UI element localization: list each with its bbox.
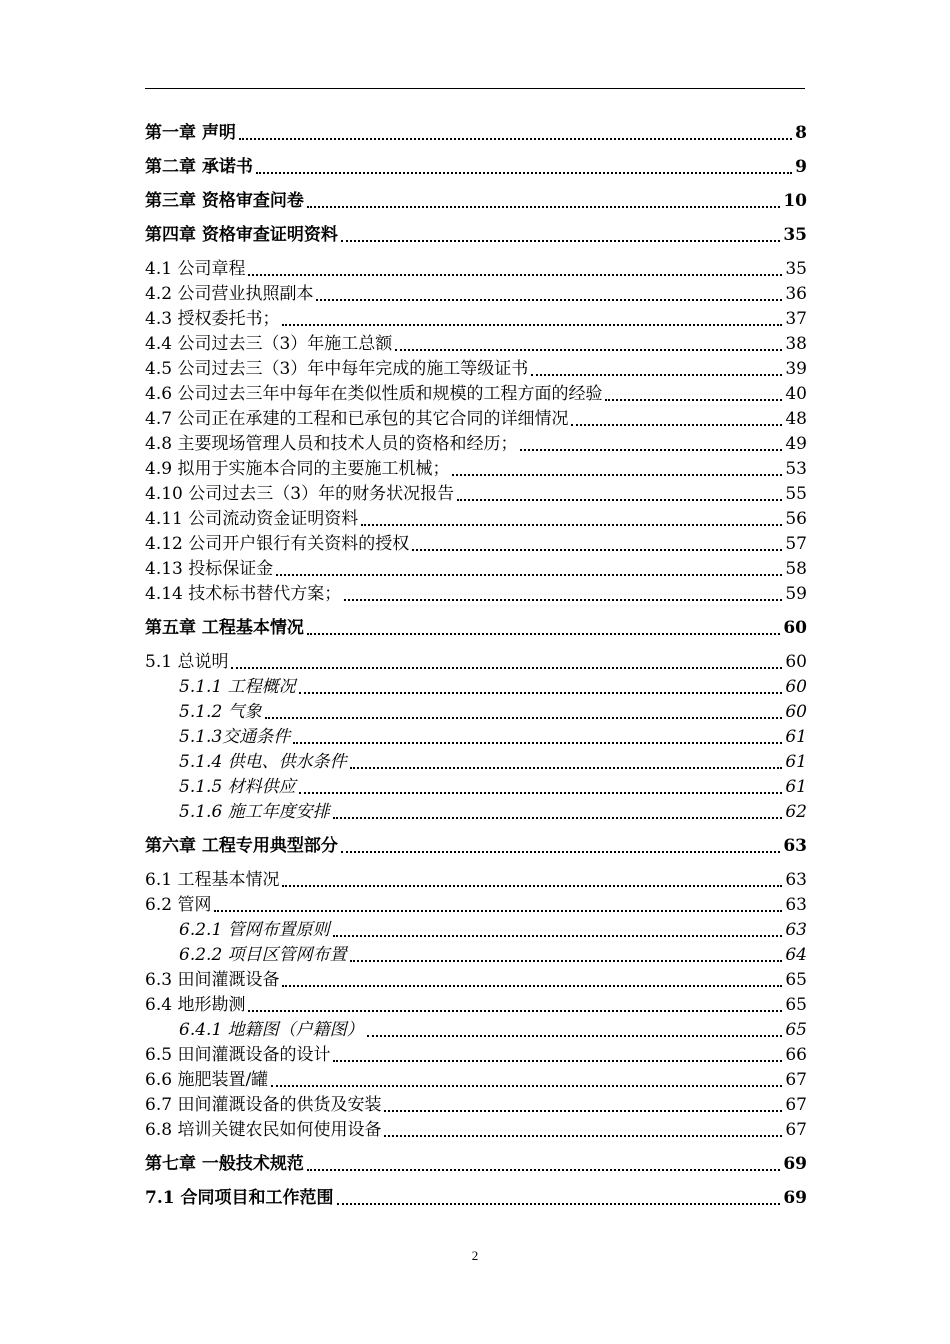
toc-entry-page: 37: [785, 309, 807, 329]
toc-entry-page: 9: [795, 157, 807, 177]
toc-entry-page: 65: [785, 970, 807, 990]
dot-leader: [361, 524, 782, 526]
toc-entry-page: 61: [785, 727, 807, 747]
dot-leader: [605, 399, 782, 401]
toc-entry-page: 8: [795, 123, 807, 143]
dot-leader: [265, 717, 783, 719]
dot-leader: [350, 767, 783, 769]
toc-entry-page: 66: [785, 1045, 807, 1065]
toc-entry-page: 69: [783, 1188, 807, 1208]
toc-entry-page: 63: [783, 836, 807, 856]
dot-leader: [452, 474, 782, 476]
dot-leader: [248, 274, 782, 276]
toc-section-entry[interactable]: [145, 968, 807, 993]
toc-entry-title: 4.5 公司过去三（3）年中每年完成的施工等级证书: [145, 359, 529, 379]
dot-leader: [282, 324, 782, 326]
dot-leader: [341, 851, 780, 853]
toc-entry-page: 61: [785, 752, 807, 772]
toc-entry-title: 4.14 技术标书替代方案；: [145, 584, 342, 604]
toc-section-entry[interactable]: [145, 457, 807, 482]
toc-subsection-entry[interactable]: [145, 800, 807, 825]
toc-entry-title: 第一章 声明: [145, 123, 236, 143]
toc-section-entry[interactable]: [145, 382, 807, 407]
toc-entry-page: 60: [785, 652, 807, 672]
toc-section-entry[interactable]: [145, 893, 807, 918]
toc-section-entry[interactable]: [145, 1093, 807, 1118]
dot-leader: [299, 692, 783, 694]
toc-section-entry[interactable]: [145, 532, 807, 557]
toc-section-entry[interactable]: [145, 307, 807, 332]
dot-leader: [276, 574, 782, 576]
dot-leader: [457, 499, 782, 501]
toc-subsection-entry[interactable]: [145, 943, 807, 968]
dot-leader: [333, 817, 783, 819]
toc-chapter-entry[interactable]: [145, 1152, 807, 1177]
dot-leader: [384, 1110, 782, 1112]
toc-subsection-entry[interactable]: [145, 725, 807, 750]
toc-entry-title: 6.5 田间灌溉设备的设计: [145, 1045, 331, 1065]
dot-leader: [337, 1203, 781, 1205]
toc-section-entry[interactable]: [145, 557, 807, 582]
toc-entry-title: 5.1.1 工程概况: [179, 677, 296, 697]
toc-entry-title: 4.1 公司章程: [145, 259, 246, 279]
toc-entry-page: 56: [785, 509, 807, 529]
dot-leader: [248, 1010, 782, 1012]
header-rule: [145, 88, 805, 89]
toc-chapter-entry[interactable]: [145, 121, 807, 146]
toc-entry-title: 5.1.4 供电、供水条件: [179, 752, 347, 772]
toc-entry-title: 第七章 一般技术规范: [145, 1154, 304, 1174]
toc-section-entry[interactable]: [145, 582, 807, 607]
toc-section-entry[interactable]: [145, 1118, 807, 1143]
dot-leader: [307, 1169, 780, 1171]
toc-entry-page: 40: [785, 384, 807, 404]
toc-entry-title: 4.13 投标保证金: [145, 559, 274, 579]
page-number: 2: [471, 1248, 479, 1263]
toc-entry-page: 48: [785, 409, 807, 429]
toc-chapter-entry[interactable]: [145, 834, 807, 859]
toc-entry-page: 35: [783, 225, 807, 245]
toc-entry-page: 60: [783, 618, 807, 638]
toc-entry-page: 35: [785, 259, 807, 279]
toc-entry-page: 58: [785, 559, 807, 579]
table-of-contents: [145, 121, 807, 1211]
toc-section-entry[interactable]: [145, 257, 807, 282]
toc-entry-title: 第五章 工程基本情况: [145, 618, 304, 638]
toc-subsection-entry[interactable]: [145, 918, 807, 943]
dot-leader: [571, 424, 782, 426]
toc-entry-page: 36: [785, 284, 807, 304]
toc-entry-title: 6.8 培训关键农民如何使用设备: [145, 1120, 382, 1140]
dot-leader: [307, 206, 780, 208]
toc-entry-title: 4.6 公司过去三年中每年在类似性质和规模的工程方面的经验: [145, 384, 603, 404]
dot-leader: [299, 792, 783, 794]
toc-chapter-entry[interactable]: [145, 189, 807, 214]
toc-subsection-entry[interactable]: [145, 700, 807, 725]
toc-subsection-entry[interactable]: [145, 775, 807, 800]
toc-entry-title: 5.1.2 气象: [179, 702, 262, 722]
toc-entry-title: 4.7 公司正在承建的工程和已承包的其它合同的详细情况: [145, 409, 569, 429]
toc-entry-title: 6.1 工程基本情况: [145, 870, 280, 890]
toc-entry-page: 60: [785, 677, 807, 697]
toc-entry-title: 4.3 授权委托书；: [145, 309, 280, 329]
toc-chapter-entry[interactable]: [145, 223, 807, 248]
toc-entry-page: 64: [785, 945, 807, 965]
dot-leader: [239, 138, 792, 140]
toc-entry-page: 10: [783, 191, 807, 211]
toc-entry-title: 4.12 公司开户银行有关资料的授权: [145, 534, 410, 554]
toc-section-entry[interactable]: [145, 868, 807, 893]
toc-subsection-entry[interactable]: [145, 1018, 807, 1043]
toc-entry-page: 67: [785, 1070, 807, 1090]
dot-leader: [520, 449, 782, 451]
toc-entry-title: 6.2.1 管网布置原则: [179, 920, 330, 940]
toc-entry-title: 第四章 资格审查证明资料: [145, 225, 338, 245]
toc-subsection-entry[interactable]: [145, 675, 807, 700]
toc-entry-page: 60: [785, 702, 807, 722]
toc-entry-page: 38: [785, 334, 807, 354]
toc-entry-title: 5.1.3交通条件: [179, 727, 291, 747]
toc-chapter-entry[interactable]: [145, 155, 807, 180]
toc-entry-page: 59: [785, 584, 807, 604]
dot-leader: [350, 960, 783, 962]
toc-entry-page: 61: [785, 777, 807, 797]
toc-entry-title: 6.4 地形勘测: [145, 995, 246, 1015]
toc-entry-title: 6.2.2 项目区管网布置: [179, 945, 347, 965]
dot-leader: [341, 240, 780, 242]
toc-subsection-entry[interactable]: [145, 750, 807, 775]
toc-entry-title: 7.1 合同项目和工作范围: [145, 1188, 334, 1208]
toc-entry-page: 57: [785, 534, 807, 554]
toc-section-entry[interactable]: [145, 507, 807, 532]
dot-leader: [333, 1060, 782, 1062]
toc-entry-page: 39: [785, 359, 807, 379]
toc-entry-title: 4.10 公司过去三（3）年的财务状况报告: [145, 484, 455, 504]
dot-leader: [256, 172, 792, 174]
toc-entry-title: 6.6 施肥装置/罐: [145, 1070, 269, 1090]
toc-entry-title: 第六章 工程专用典型部分: [145, 836, 338, 856]
toc-entry-title: 第三章 资格审查问卷: [145, 191, 304, 211]
toc-entry-title: 4.8 主要现场管理人员和技术人员的资格和经历；: [145, 434, 518, 454]
dot-leader: [271, 1085, 782, 1087]
toc-section-entry[interactable]: [145, 993, 807, 1018]
dot-leader: [395, 349, 782, 351]
dot-leader: [293, 742, 782, 744]
toc-section-entry[interactable]: [145, 1068, 807, 1093]
dot-leader: [231, 667, 782, 669]
toc-entry-title: 6.3 田间灌溉设备: [145, 970, 280, 990]
toc-entry-title: 5.1 总说明: [145, 652, 229, 672]
toc-section-entry[interactable]: [145, 282, 807, 307]
dot-leader: [214, 910, 782, 912]
toc-section-entry[interactable]: [145, 332, 807, 357]
dot-leader: [282, 985, 782, 987]
dot-leader: [307, 633, 780, 635]
toc-entry-page: 62: [785, 802, 807, 822]
toc-chapter-entry[interactable]: [145, 1186, 807, 1211]
dot-leader: [531, 374, 782, 376]
dot-leader: [384, 1135, 782, 1137]
toc-entry-page: 65: [785, 995, 807, 1015]
toc-entry-title: 4.11 公司流动资金证明资料: [145, 509, 359, 529]
dot-leader: [316, 299, 782, 301]
toc-chapter-entry[interactable]: [145, 616, 807, 641]
dot-leader: [282, 885, 782, 887]
dot-leader: [412, 549, 782, 551]
toc-entry-title: 6.7 田间灌溉设备的供货及安装: [145, 1095, 382, 1115]
toc-section-entry[interactable]: [145, 650, 807, 675]
toc-entry-page: 63: [785, 870, 807, 890]
toc-entry-title: 6.4.1 地籍图（户籍图）: [179, 1020, 364, 1040]
toc-entry-page: 63: [785, 920, 807, 940]
toc-entry-page: 67: [785, 1095, 807, 1115]
dot-leader: [333, 935, 783, 937]
toc-entry-page: 67: [785, 1120, 807, 1140]
toc-section-entry[interactable]: [145, 357, 807, 382]
toc-entry-title: 4.9 拟用于实施本合同的主要施工机械；: [145, 459, 450, 479]
toc-entry-page: 63: [785, 895, 807, 915]
toc-entry-title: 4.2 公司营业执照副本: [145, 284, 314, 304]
toc-entry-title: 4.4 公司过去三（3）年施工总额: [145, 334, 393, 354]
toc-section-entry[interactable]: [145, 482, 807, 507]
dot-leader: [344, 599, 782, 601]
toc-entry-page: 53: [785, 459, 807, 479]
toc-entry-page: 65: [785, 1020, 807, 1040]
toc-entry-title: 5.1.6 施工年度安排: [179, 802, 330, 822]
toc-entry-page: 49: [785, 434, 807, 454]
toc-entry-title: 第二章 承诺书: [145, 157, 253, 177]
toc-entry-page: 69: [783, 1154, 807, 1174]
toc-entry-title: 5.1.5 材料供应: [179, 777, 296, 797]
dot-leader: [367, 1035, 783, 1037]
toc-section-entry[interactable]: [145, 432, 807, 457]
toc-section-entry[interactable]: [145, 407, 807, 432]
toc-section-entry[interactable]: [145, 1043, 807, 1068]
toc-entry-title: 6.2 管网: [145, 895, 212, 915]
toc-entry-page: 55: [785, 484, 807, 504]
